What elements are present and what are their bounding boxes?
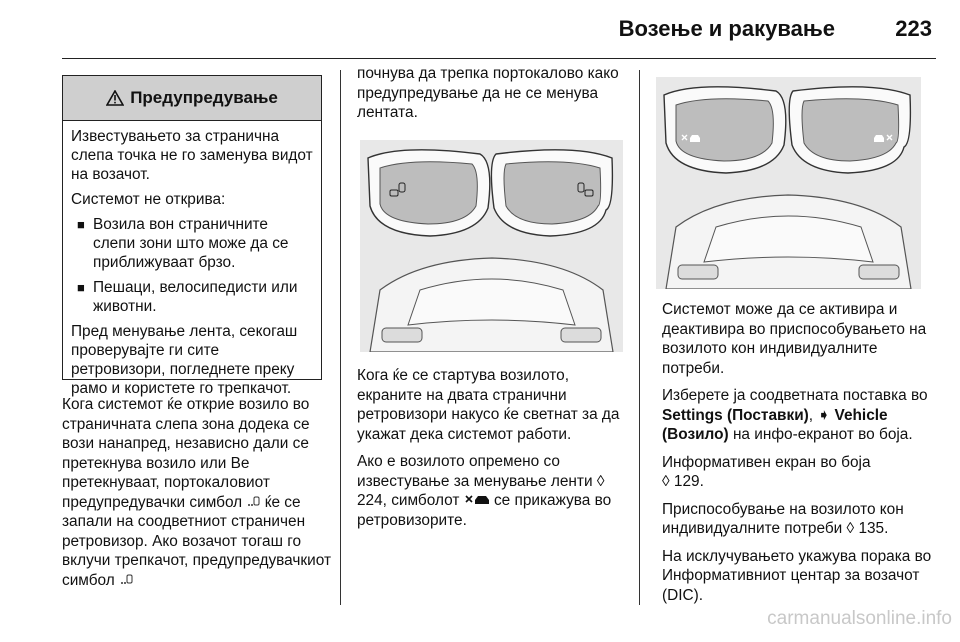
settings-menu-label: Settings (Поставки)	[662, 406, 809, 424]
column-1-text	[62, 395, 332, 598]
mirror-illustration	[360, 140, 623, 352]
blind-spot-icon	[119, 574, 133, 587]
mirror-illustration-2	[656, 77, 921, 289]
column-divider-1	[340, 70, 341, 605]
warning-paragraph: Известувањето за странична слепа точка не го заменува видот на возачот.	[71, 128, 313, 183]
warning-triangle-icon	[106, 90, 124, 106]
page-reference-icon: ◊	[846, 520, 855, 537]
vehicle-menu-label: Vehicle (Возило)	[662, 406, 888, 443]
warning-box	[62, 75, 322, 397]
body-paragraph: Кога ќе се стартува возилото, екраните на двата странични ретровизори накусо ќе светнат за да укажат дека системот работи.	[357, 367, 620, 443]
body-paragraph: Системот може да се активира и деактивира во приспособувањето на возилото кон индивидуалните потреби.	[662, 301, 927, 377]
column-3-text	[662, 300, 934, 613]
page-reference-icon: ◊	[662, 473, 670, 490]
body-paragraph: Кога системот ќе открие возило во страничната слепа зона додека се вози нанапред, независно дали се претекнува возило или Ве претекнуваат, портокаловиот предупредувачки симбол ќе се запали на соодветниот страничен ретровизор. Ако возачот тогаш го вклучи трепкачот, предупредувачкиот симбол	[62, 396, 332, 589]
menu-arrow-icon: ➧	[817, 406, 831, 424]
warning-bullet: ■ Возила вон страничните слепи зони што може да се приближуваат брзо.	[77, 216, 289, 271]
warning-bullet: ■ Пешаци, велосипедисти или животни.	[77, 279, 298, 315]
column-2-text	[357, 366, 629, 538]
body-paragraph: Информативен екран во боја ◊ 129.	[662, 453, 871, 490]
warning-title: Предупредување	[130, 88, 278, 107]
body-paragraph: Ако е возилото опремено со известување за менување ленти ◊ 224, симболот се прикажува во ретровизорите.	[357, 453, 612, 529]
warning-paragraph: Пред менување лента, секогаш проверувајте ги сите ретровизори, погледнете преку рамо и користете го трепкачот.	[71, 323, 298, 397]
blind-spot-icon	[246, 496, 260, 509]
warning-header	[63, 76, 321, 121]
warning-paragraph: Системот не открива:	[71, 191, 226, 208]
body-paragraph: Приспособување на возилото кон индивидуалните потреби ◊ 135.	[662, 500, 904, 537]
body-paragraph: На исклучувањето укажува порака во Информативниот центар за возачот (DIC).	[662, 547, 932, 604]
column-2-top-text	[357, 64, 629, 131]
page-header-title: Возење и ракување	[618, 16, 835, 41]
header-rule	[62, 58, 936, 59]
page-number: 223	[895, 16, 932, 41]
body-paragraph: Изберете ја соодветната поставка во Settings (Поставки), ➧ Vehicle (Возило) на инфо-екранот во боја.	[662, 387, 928, 443]
body-paragraph: почнува да трепка портокалово како предупредување да не се менува лентата.	[357, 65, 619, 121]
lane-change-car-icon	[464, 494, 490, 507]
watermark: carmanualsonline.info	[767, 608, 952, 629]
column-divider-2	[639, 70, 640, 605]
page-reference-icon: ◊	[596, 472, 605, 490]
